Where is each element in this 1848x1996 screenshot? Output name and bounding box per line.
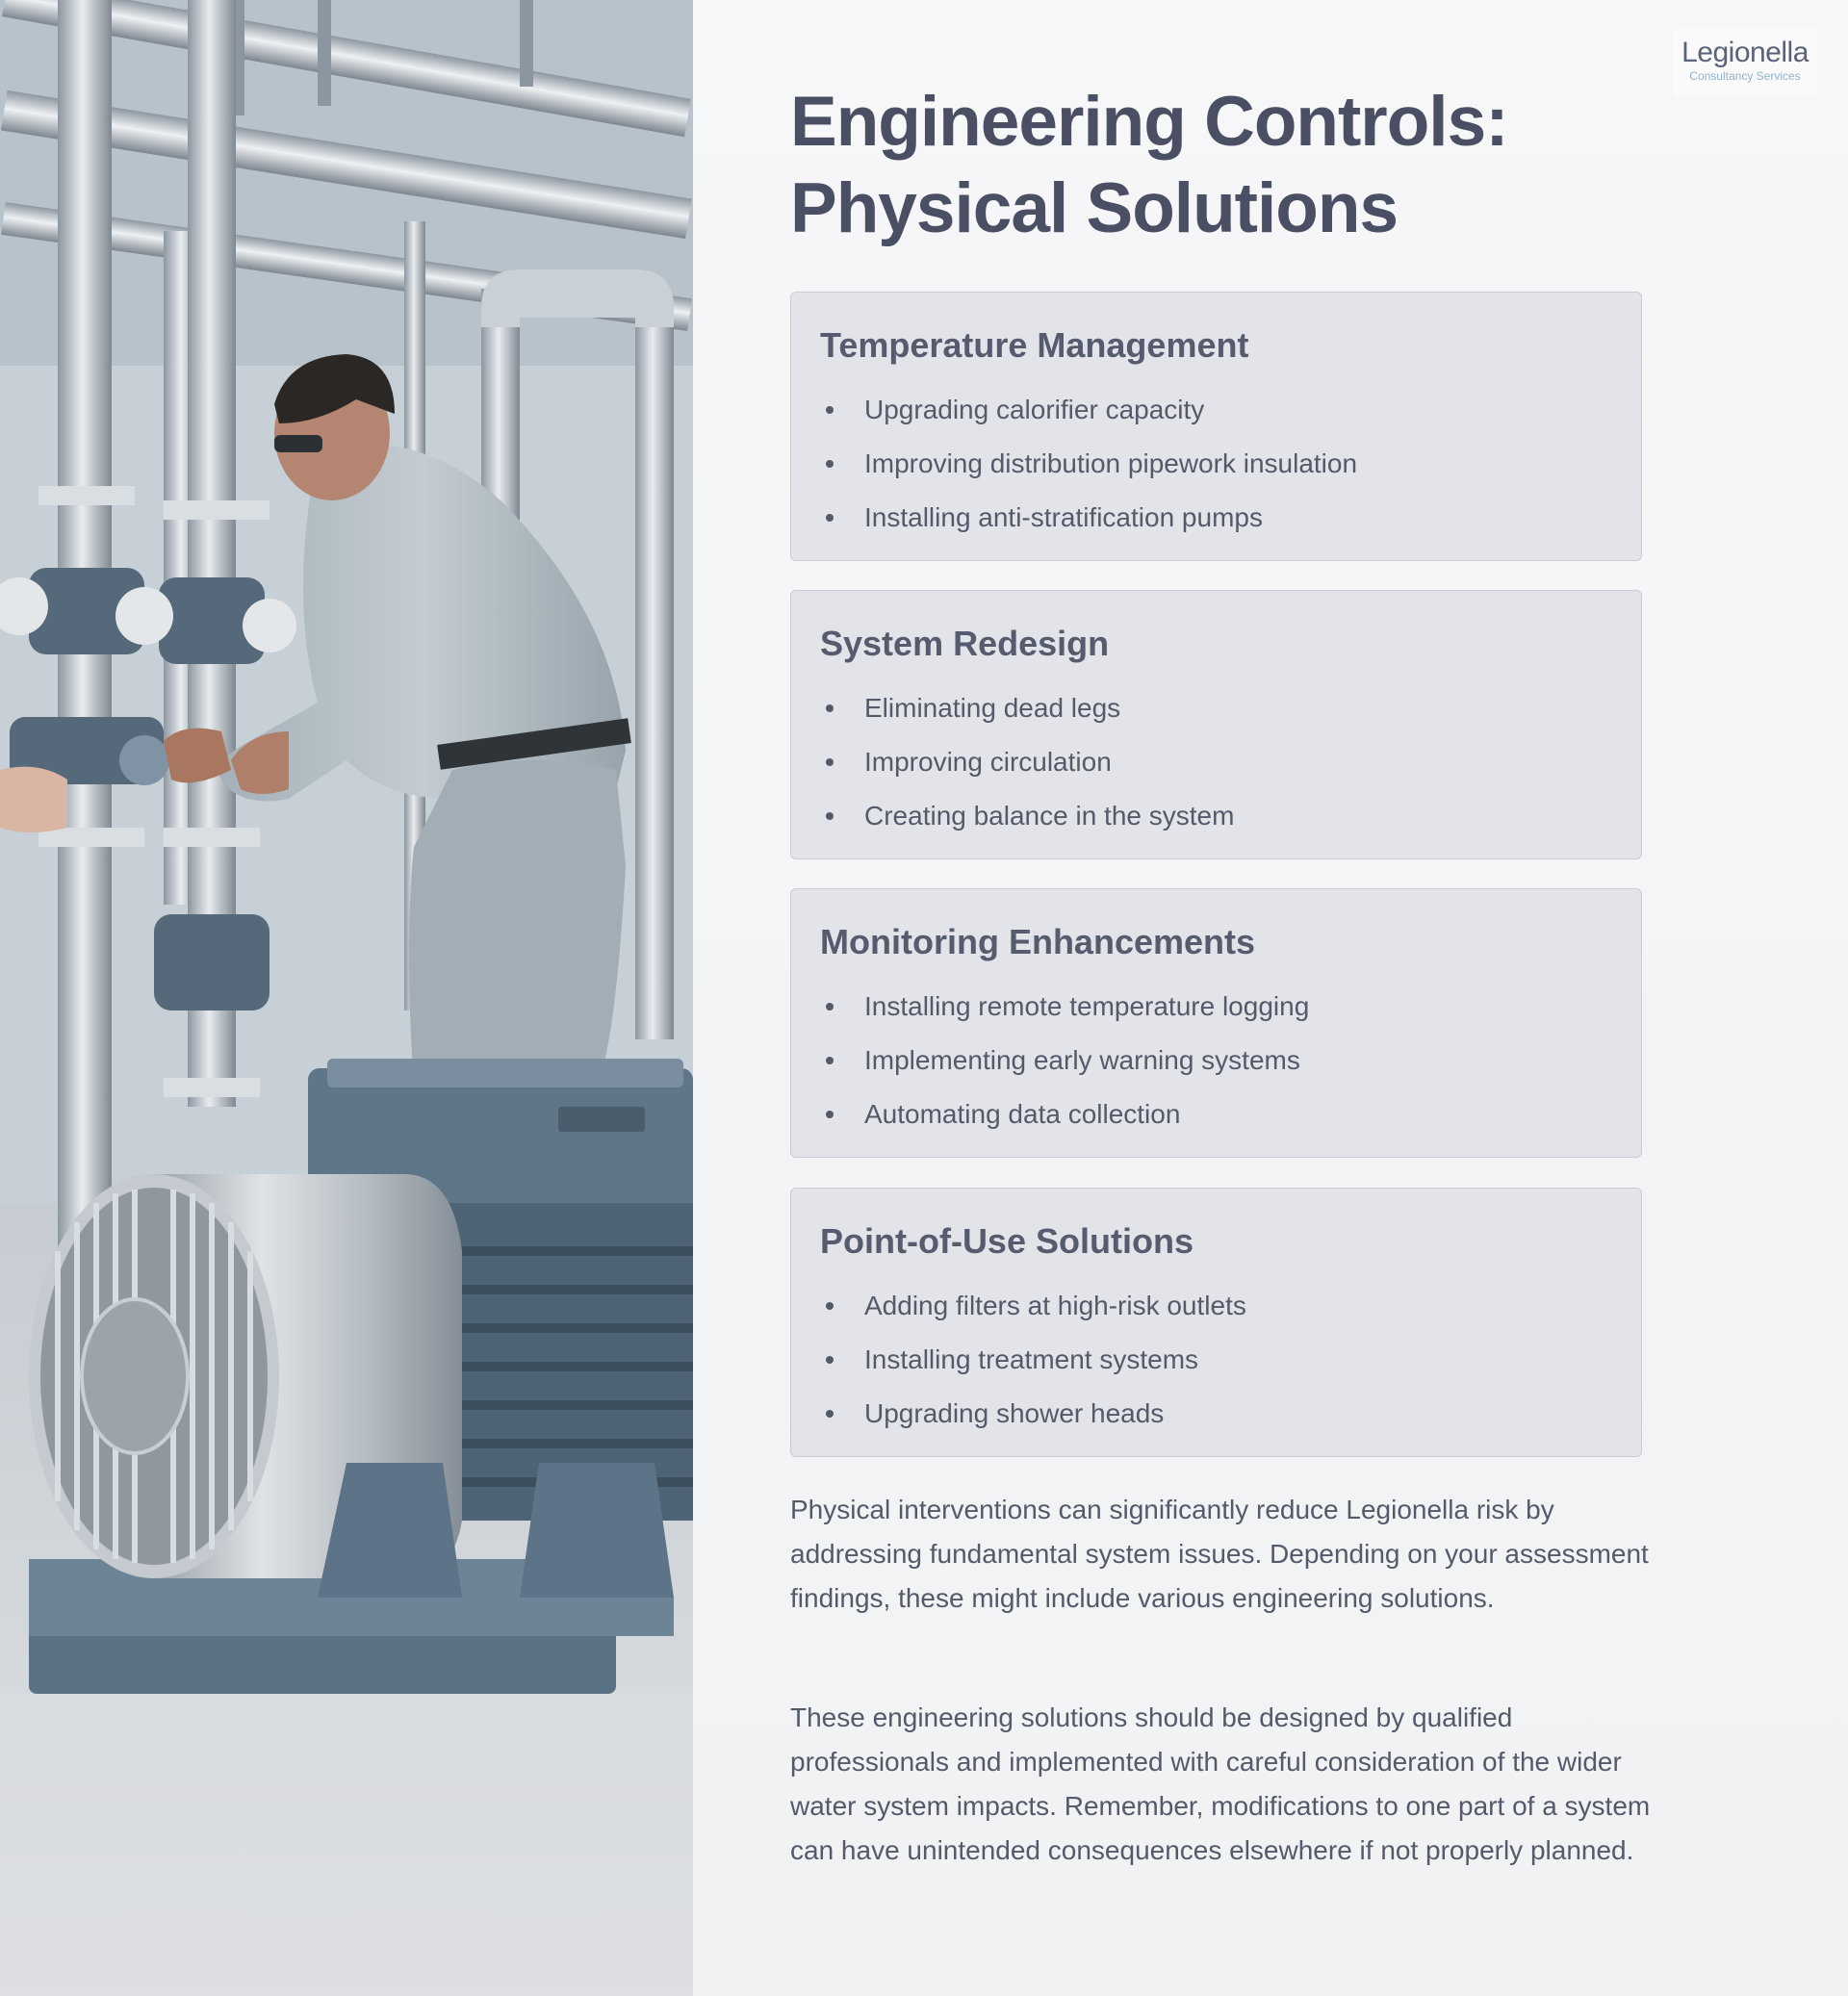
list-item — [820, 491, 1612, 545]
list-item — [820, 383, 1612, 437]
company-logo — [1673, 29, 1817, 96]
bullet-list — [820, 681, 1612, 843]
list-item-text: Improving distribution pipework insulation — [864, 448, 1358, 478]
list-item — [820, 735, 1612, 789]
list-item-text: Creating balance in the system — [864, 801, 1235, 831]
list-item-text: Installing anti-stratification pumps — [864, 502, 1263, 532]
bullet-icon — [826, 704, 834, 712]
list-item — [820, 1088, 1612, 1141]
page-title: Engineering Controls: Physical Solutions — [790, 83, 1508, 247]
card-system-redesign — [790, 590, 1642, 859]
bullet-icon — [826, 1111, 834, 1118]
bullet-list — [820, 1279, 1612, 1441]
bullet-icon — [826, 514, 834, 522]
card-heading: Monitoring Enhancements — [820, 922, 1256, 961]
list-item-text: Adding filters at high-risk outlets — [864, 1291, 1246, 1320]
logo-wordmark: Legionella — [1681, 37, 1809, 68]
bullet-icon — [826, 1003, 834, 1011]
list-item — [820, 1034, 1612, 1088]
list-item — [820, 789, 1612, 843]
list-item-text: Improving circulation — [864, 747, 1112, 777]
card-point-of-use-solutions — [790, 1188, 1642, 1457]
list-item-text: Upgrading shower heads — [864, 1398, 1165, 1428]
bullet-icon — [826, 460, 834, 468]
bullet-icon — [826, 812, 834, 820]
bullet-list — [820, 383, 1612, 545]
card-heading: Point-of-Use Solutions — [820, 1221, 1194, 1261]
list-item — [820, 437, 1612, 491]
list-item-text: Implementing early warning systems — [864, 1045, 1300, 1075]
list-item-text: Upgrading calorifier capacity — [864, 395, 1205, 424]
intro-paragraph: Physical interventions can significantly reduce Legionella risk by addressing fundamental system issues. Depending on your assessment findings, these might include various engineering solutions. — [790, 1495, 1649, 1613]
hero-photo — [0, 0, 693, 1996]
list-item-text: Installing treatment systems — [864, 1344, 1199, 1374]
content-panel — [693, 0, 1848, 1996]
list-item — [820, 681, 1612, 735]
bullet-icon — [826, 406, 834, 414]
card-monitoring-enhancements — [790, 888, 1642, 1158]
list-item-text: Automating data collection — [864, 1099, 1181, 1129]
list-item — [820, 980, 1612, 1034]
bullet-icon — [826, 758, 834, 766]
plant-room-illustration — [0, 0, 693, 1996]
list-item — [820, 1279, 1612, 1333]
logo-tagline: Consultancy Services — [1689, 69, 1801, 83]
card-temperature-management — [790, 292, 1642, 561]
list-item-text: Eliminating dead legs — [864, 693, 1121, 723]
advice-paragraph: These engineering solutions should be designed by qualified professionals and implemented with careful consideration of the wider water system impacts. Remember, modifications to one part of a system can have unintended consequences elsewhere if not properly planned. — [790, 1702, 1651, 1865]
bullet-list — [820, 980, 1612, 1141]
list-item — [820, 1387, 1612, 1441]
bullet-icon — [826, 1057, 834, 1064]
list-item — [820, 1333, 1612, 1387]
card-heading: Temperature Management — [820, 325, 1249, 365]
bullet-icon — [826, 1302, 834, 1310]
bullet-icon — [826, 1356, 834, 1364]
bullet-icon — [826, 1410, 834, 1418]
card-heading: System Redesign — [820, 624, 1110, 663]
list-item-text: Installing remote temperature logging — [864, 991, 1310, 1021]
